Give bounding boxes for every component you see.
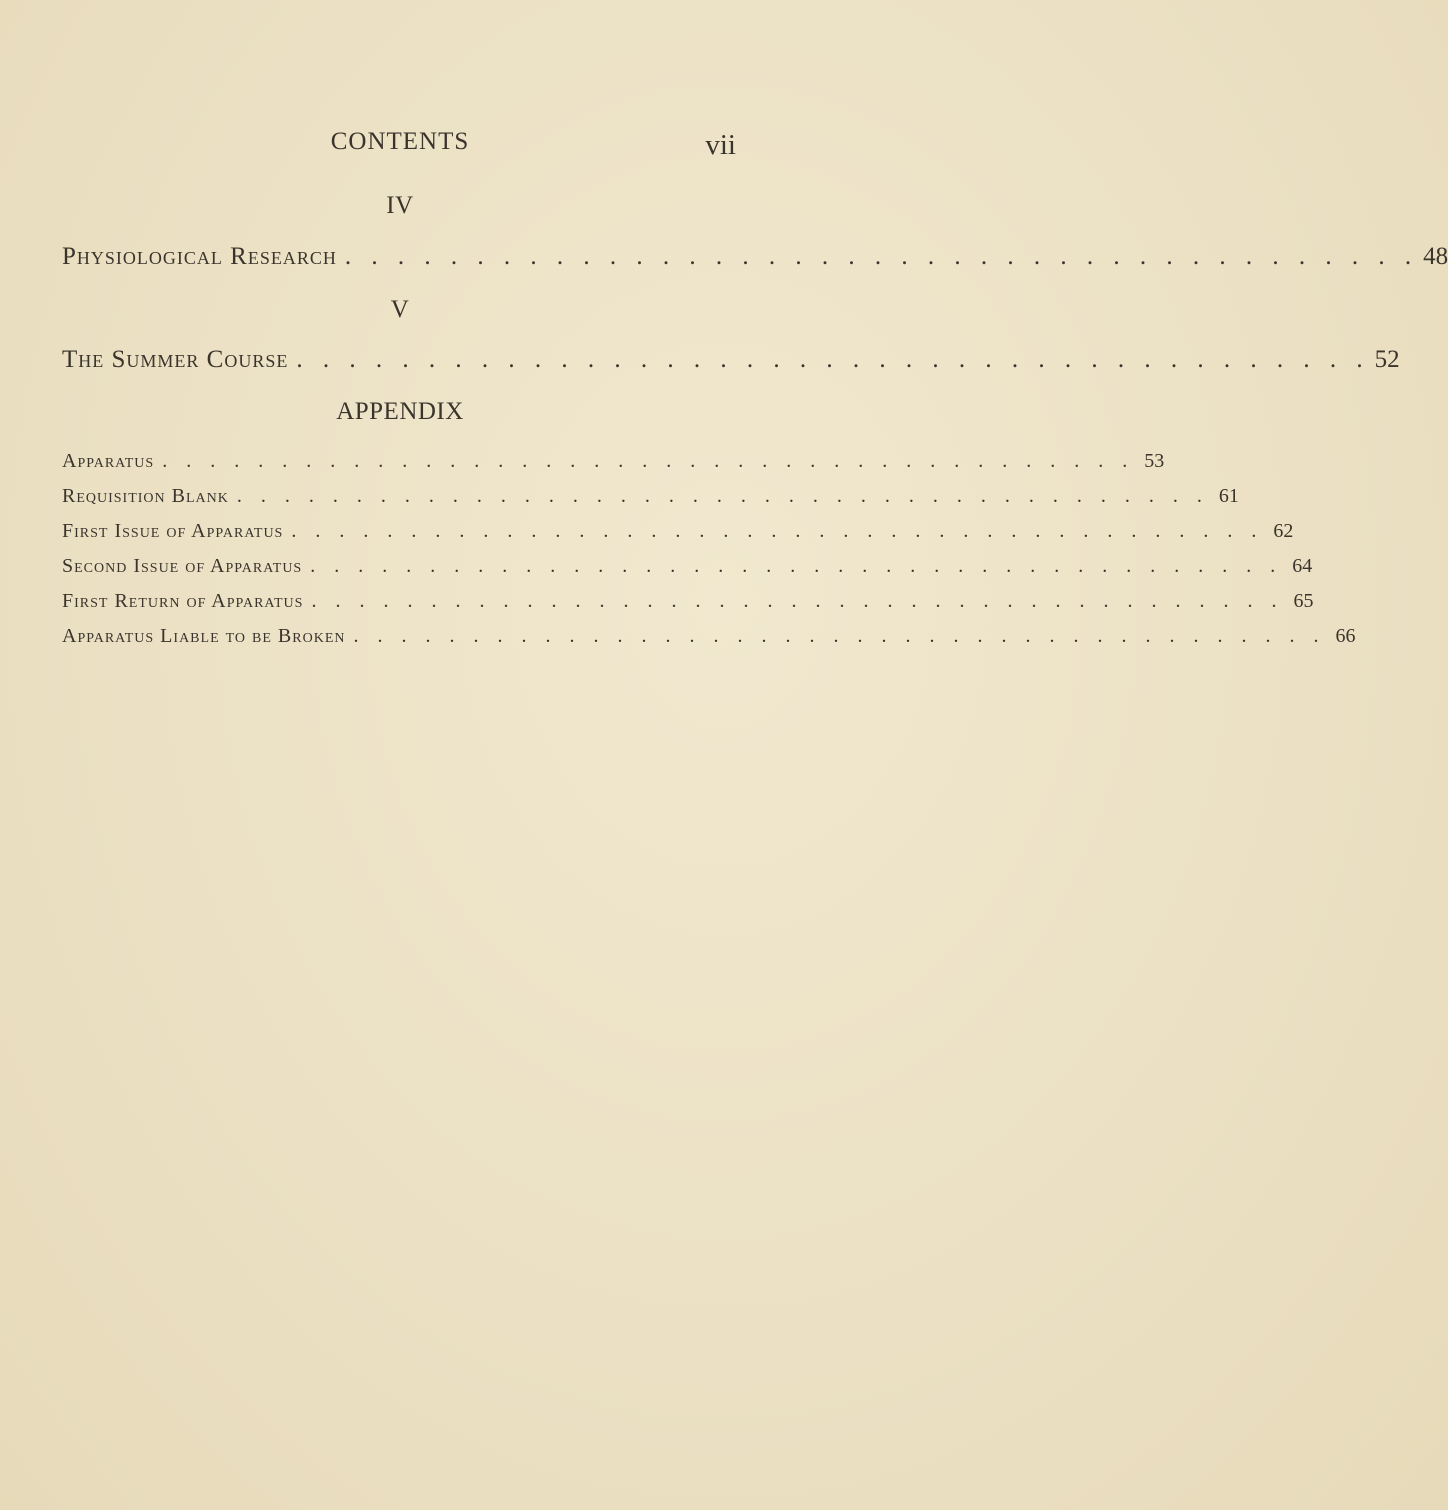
running-head xyxy=(0,128,800,168)
toc-entry-title: Apparatus Liable to be Broken xyxy=(62,625,346,647)
dot-leader: . . . . . . . . . . . . . . . . . . . . . . . . . . . . . . . . . . . . . . . . . xyxy=(344,243,1419,270)
toc-entry-page: 65 xyxy=(1293,590,1314,612)
toc-entry-page: 64 xyxy=(1292,555,1313,577)
toc-entry xyxy=(62,450,1165,473)
section-heading-iv: IV xyxy=(386,192,414,219)
toc-entry xyxy=(62,520,1294,543)
toc-entry-page: 52 xyxy=(1374,346,1400,373)
toc-entry xyxy=(62,485,1239,508)
running-title: CONTENTS xyxy=(330,128,470,155)
toc-entry-title: Requisition Blank xyxy=(62,485,229,507)
toc-entry-title: Apparatus xyxy=(62,450,155,472)
section-heading-appendix: APPENDIX xyxy=(336,398,464,425)
toc-entry-title: First Issue of Apparatus xyxy=(62,520,284,542)
toc-entry-title: Second Issue of Apparatus xyxy=(62,555,303,577)
toc-entry xyxy=(62,243,1448,271)
toc-entry-page: 53 xyxy=(1144,450,1165,472)
toc-entry xyxy=(62,346,1400,374)
toc-entry-page: 62 xyxy=(1273,520,1294,542)
dot-leader: . . . . . . . . . . . . . . . . . . . . . . . . . . . . . . . . . . . . . . . . . xyxy=(162,450,1135,472)
toc-entry xyxy=(62,555,1313,578)
page-number: vii xyxy=(705,129,736,161)
dot-leader: . . . . . . . . . . . . . . . . . . . . . . . . . . . . . . . . . . . . . . . . . xyxy=(291,520,1264,542)
dot-leader: . . . . . . . . . . . . . . . . . . . . . . . . . . . . . . . . . . . . . . . . . xyxy=(310,555,1283,577)
toc-entry-page: 66 xyxy=(1335,625,1356,647)
toc-entry-title: The Summer Course xyxy=(62,346,289,373)
section-heading-v: V xyxy=(390,296,410,323)
dot-leader: . . . . . . . . . . . . . . . . . . . . . . . . . . . . . . . . . . . . . . . . . xyxy=(236,485,1209,507)
dot-leader: . . . . . . . . . . . . . . . . . . . . . . . . . . . . . . . . . . . . . . . . . xyxy=(296,346,1370,373)
toc-entry-page: 48 xyxy=(1423,243,1448,270)
dot-leader: . . . . . . . . . . . . . . . . . . . . . . . . . . . . . . . . . . . . . . . . . xyxy=(353,625,1326,647)
toc-entry xyxy=(62,590,1314,613)
toc-entry-title: Physiological Research xyxy=(62,243,337,270)
toc-entry-page: 61 xyxy=(1218,485,1239,507)
dot-leader: . . . . . . . . . . . . . . . . . . . . . . . . . . . . . . . . . . . . . . . . . xyxy=(311,590,1284,612)
toc-entry xyxy=(62,625,1356,648)
toc-entry-title: First Return of Apparatus xyxy=(62,590,304,612)
